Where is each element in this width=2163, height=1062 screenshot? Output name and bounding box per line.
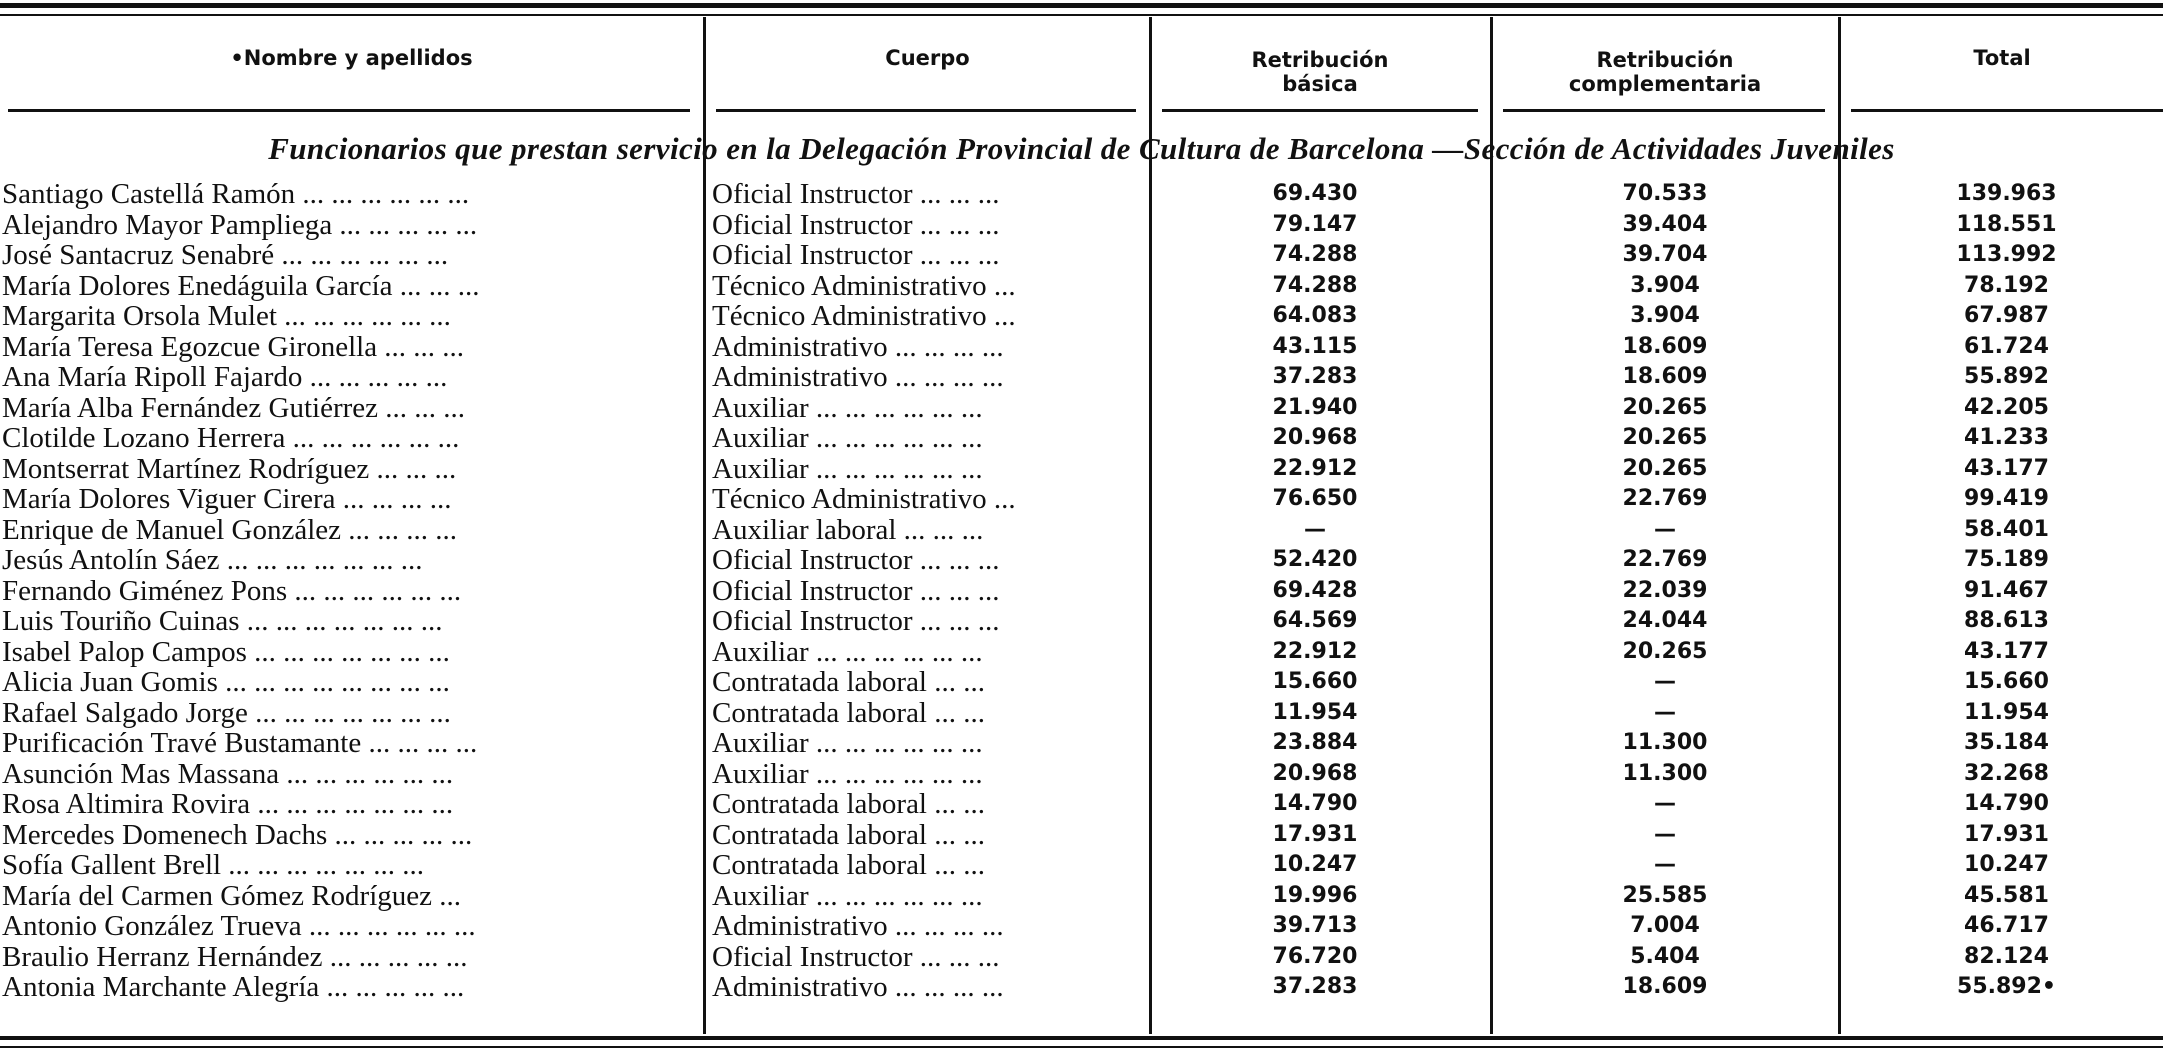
- cell-basic: 14.790: [1272, 791, 1358, 816]
- cell-name: Jesús Antolín Sáez ... ... ... ... ... ... ...: [2, 545, 423, 575]
- cell-basic: 76.650: [1272, 486, 1358, 511]
- table-row: [0, 301, 2163, 332]
- cell-basic: 37.283: [1272, 974, 1358, 999]
- top-rule-thin: [0, 14, 2163, 16]
- cell-comp: 22.769: [1622, 486, 1708, 511]
- cell-comp: 24.044: [1622, 608, 1708, 633]
- header-underline-comp: [1503, 109, 1825, 112]
- cell-comp: 39.404: [1622, 211, 1708, 237]
- table-row: [0, 911, 2163, 942]
- cell-total: 139.963: [1956, 181, 2057, 206]
- header-underline-body: [716, 109, 1136, 112]
- cell-name: Alicia Juan Gomis ... ... ... ... ... ... ... ...: [2, 667, 450, 697]
- cell-body: Oficial Instructor ... ... ...: [712, 575, 1000, 606]
- cell-comp: 11.300: [1622, 760, 1708, 786]
- table-row: [0, 759, 2163, 790]
- cell-name: Ana María Ripoll Fajardo ... ... ... ... ...: [2, 362, 448, 392]
- table-row: [0, 271, 2163, 302]
- cell-basic: 20.968: [1272, 425, 1358, 450]
- cell-body: Auxiliar laboral ... ... ...: [712, 514, 984, 545]
- cell-total: 14.790: [1964, 791, 2049, 816]
- cell-body: Contratada laboral ... ...: [712, 850, 985, 880]
- cell-total: 42.205: [1964, 394, 2049, 420]
- cell-body: Contratada laboral ... ...: [712, 819, 985, 850]
- cell-comp: —: [1654, 669, 1676, 694]
- cell-total: 88.613: [1964, 608, 2049, 633]
- cell-comp: 39.704: [1622, 242, 1708, 267]
- cell-name: María Alba Fernández Gutiérrez ... ... ...: [2, 392, 466, 423]
- cell-name: María del Carmen Gómez Rodríguez ...: [2, 880, 462, 911]
- table-row: [0, 789, 2163, 820]
- cell-body: Auxiliar ... ... ... ... ... ...: [712, 636, 983, 667]
- cell-name: Fernando Giménez Pons ... ... ... ... ... ...: [2, 575, 462, 606]
- table-row: [0, 881, 2163, 912]
- cell-name: Isabel Palop Campos ... ... ... ... ... ... ...: [2, 636, 450, 667]
- cell-basic: 79.147: [1272, 211, 1358, 237]
- cell-comp: 5.404: [1630, 943, 1700, 969]
- cell-body: Contratada laboral ... ...: [712, 789, 985, 819]
- cell-total: 113.992: [1956, 242, 2057, 267]
- cell-total: 58.401: [1964, 516, 2049, 542]
- cell-basic: 39.713: [1272, 913, 1358, 938]
- header-total: Total: [1973, 46, 2031, 70]
- cell-basic: 17.931: [1272, 821, 1358, 847]
- table-row: [0, 362, 2163, 393]
- cell-comp: 20.265: [1622, 455, 1708, 481]
- cell-comp: 11.300: [1622, 730, 1708, 755]
- cell-basic: 74.288: [1272, 242, 1358, 267]
- cell-name: Santiago Castellá Ramón ... ... ... ... ... ...: [2, 179, 470, 209]
- cell-total: 67.987: [1964, 303, 2049, 328]
- cell-name: Rafael Salgado Jorge ... ... ... ... ... ... ...: [2, 697, 451, 728]
- cell-basic: 23.884: [1272, 730, 1358, 755]
- cell-basic: 74.288: [1272, 272, 1358, 298]
- cell-name: María Dolores Viguer Cirera ... ... ... ...: [2, 484, 452, 514]
- header-comp: Retribución complementaria: [1568, 48, 1762, 96]
- cell-basic: 37.283: [1272, 364, 1358, 389]
- cell-comp: 3.904: [1630, 272, 1700, 298]
- cell-comp: 18.609: [1622, 333, 1708, 359]
- cell-comp: 7.004: [1630, 913, 1700, 938]
- cell-total: 78.192: [1964, 272, 2049, 298]
- header-underline-name: [8, 109, 690, 112]
- cell-comp: 3.904: [1630, 303, 1700, 328]
- table-row: [0, 545, 2163, 576]
- cell-total: 15.660: [1964, 669, 2049, 694]
- table-row: [0, 179, 2163, 210]
- cell-basic: 69.430: [1272, 181, 1358, 206]
- cell-total: 99.419: [1964, 486, 2049, 511]
- table-row: [0, 393, 2163, 424]
- cell-basic: 64.569: [1272, 608, 1358, 633]
- table-row: [0, 850, 2163, 881]
- cell-name: Clotilde Lozano Herrera ... ... ... ... ... ...: [2, 423, 460, 453]
- cell-basic: 69.428: [1272, 577, 1358, 603]
- cell-name: Rosa Altimira Rovira ... ... ... ... ... ... ...: [2, 789, 454, 819]
- cell-comp: —: [1654, 852, 1676, 877]
- cell-name: María Teresa Egozcue Gironella ... ... ...: [2, 331, 465, 362]
- cell-comp: 22.039: [1622, 577, 1708, 603]
- cell-basic: 22.912: [1272, 638, 1358, 664]
- cell-name: Sofía Gallent Brell ... ... ... ... ... ... ...: [2, 850, 425, 880]
- cell-total: 43.177: [1964, 455, 2049, 481]
- cell-total: 10.247: [1964, 852, 2049, 877]
- cell-comp: 70.533: [1622, 181, 1708, 206]
- table-row: [0, 606, 2163, 637]
- table-row: [0, 637, 2163, 668]
- cell-total: 55.892•: [1957, 974, 2056, 999]
- table-row: [0, 820, 2163, 851]
- cell-total: 61.724: [1964, 333, 2049, 359]
- cell-total: 46.717: [1964, 913, 2049, 938]
- top-rule-thick: [0, 3, 2163, 8]
- cell-total: 75.189: [1964, 547, 2049, 572]
- cell-name: Mercedes Domenech Dachs ... ... ... ... ...: [2, 819, 473, 850]
- cell-basic: 52.420: [1272, 547, 1358, 572]
- cell-comp: 20.265: [1622, 394, 1708, 420]
- cell-body: Auxiliar ... ... ... ... ... ...: [712, 392, 983, 423]
- cell-name: Asunción Mas Massana ... ... ... ... ... ...: [2, 758, 454, 789]
- cell-comp: —: [1654, 516, 1676, 542]
- header-body: Cuerpo: [885, 46, 970, 70]
- table-row: [0, 454, 2163, 485]
- cell-comp: —: [1654, 821, 1676, 847]
- cell-name: Luis Touriño Cuinas ... ... ... ... ... ... ...: [2, 606, 443, 636]
- cell-basic: 76.720: [1272, 943, 1358, 969]
- cell-body: Administrativo ... ... ... ...: [712, 331, 1004, 362]
- cell-total: 118.551: [1956, 211, 2057, 237]
- cell-body: Oficial Instructor ... ... ...: [712, 240, 1000, 270]
- table-row: [0, 210, 2163, 241]
- header-underline-total: [1851, 109, 2163, 112]
- cell-basic: 43.115: [1272, 333, 1358, 359]
- bottom-rule-thick: [0, 1036, 2163, 1040]
- header-basic: Retribución básica: [1251, 48, 1389, 96]
- header-underline-basic: [1162, 109, 1478, 112]
- cell-body: Administrativo ... ... ... ...: [712, 911, 1004, 941]
- table-row: [0, 332, 2163, 363]
- cell-basic: 10.247: [1272, 852, 1358, 877]
- cell-basic: 64.083: [1272, 303, 1358, 328]
- cell-name: Montserrat Martínez Rodríguez ... ... ...: [2, 453, 457, 484]
- table-row: [0, 576, 2163, 607]
- cell-total: 35.184: [1964, 730, 2049, 755]
- table-row: [0, 698, 2163, 729]
- table-row: [0, 667, 2163, 698]
- table-row: [0, 240, 2163, 271]
- cell-total: 82.124: [1964, 943, 2049, 969]
- cell-comp: —: [1654, 791, 1676, 816]
- cell-name: Antonio González Trueva ... ... ... ... ... ...: [2, 911, 476, 941]
- cell-body: Administrativo ... ... ... ...: [712, 362, 1004, 392]
- cell-basic: 19.996: [1272, 882, 1358, 908]
- cell-total: 41.233: [1964, 425, 2049, 450]
- cell-comp: 22.769: [1622, 547, 1708, 572]
- cell-total: 43.177: [1964, 638, 2049, 664]
- cell-comp: 20.265: [1622, 638, 1708, 664]
- cell-name: Enrique de Manuel González ... ... ... ...: [2, 514, 457, 545]
- cell-basic: 15.660: [1272, 669, 1358, 694]
- cell-total: 32.268: [1964, 760, 2049, 786]
- cell-body: Auxiliar ... ... ... ... ... ...: [712, 453, 983, 484]
- cell-body: Auxiliar ... ... ... ... ... ...: [712, 728, 983, 758]
- cell-comp: 18.609: [1622, 364, 1708, 389]
- cell-body: Administrativo ... ... ... ...: [712, 972, 1004, 1002]
- cell-body: Técnico Administrativo ...: [712, 301, 1016, 331]
- cell-total: 45.581: [1964, 882, 2049, 908]
- table-row: [0, 728, 2163, 759]
- cell-total: 91.467: [1964, 577, 2049, 603]
- cell-total: 55.892: [1964, 364, 2049, 389]
- cell-name: Antonia Marchante Alegría ... ... ... ... ...: [2, 972, 465, 1002]
- cell-body: Oficial Instructor ... ... ...: [712, 941, 1000, 972]
- cell-comp: —: [1654, 699, 1676, 725]
- cell-body: Técnico Administrativo ...: [712, 270, 1016, 301]
- cell-total: 11.954: [1964, 699, 2049, 725]
- header-name: •Nombre y apellidos: [230, 46, 473, 70]
- cell-body: Oficial Instructor ... ... ...: [712, 606, 1000, 636]
- cell-basic: 20.968: [1272, 760, 1358, 786]
- cell-basic: 22.912: [1272, 455, 1358, 481]
- cell-body: Oficial Instructor ... ... ...: [712, 545, 1000, 575]
- cell-comp: 25.585: [1622, 882, 1708, 908]
- cell-name: José Santacruz Senabré ... ... ... ... ... ...: [2, 240, 449, 270]
- cell-comp: 18.609: [1622, 974, 1708, 999]
- cell-name: Purificación Travé Bustamante ... ... ... ...: [2, 728, 478, 758]
- cell-basic: —: [1304, 516, 1326, 542]
- table-body: [0, 179, 2163, 1003]
- cell-basic: 21.940: [1272, 394, 1358, 420]
- cell-body: Oficial Instructor ... ... ...: [712, 179, 1000, 209]
- table-row: [0, 942, 2163, 973]
- table-row: [0, 423, 2163, 454]
- cell-total: 17.931: [1964, 821, 2049, 847]
- cell-body: Contratada laboral ... ...: [712, 697, 985, 728]
- cell-name: Margarita Orsola Mulet ... ... ... ... ... ...: [2, 301, 451, 331]
- table-row: [0, 515, 2163, 546]
- cell-name: Alejandro Mayor Pampliega ... ... ... ... ...: [2, 209, 478, 240]
- cell-body: Auxiliar ... ... ... ... ... ...: [712, 758, 983, 789]
- bottom-rule-thin: [0, 1046, 2163, 1048]
- cell-body: Auxiliar ... ... ... ... ... ...: [712, 423, 983, 453]
- cell-body: Auxiliar ... ... ... ... ... ...: [712, 880, 983, 911]
- section-title: Funcionarios que prestan servicio en la Delegación Provincial de Cultura de Barcelona —Sección de Actividades Juveniles: [268, 131, 1895, 166]
- cell-name: María Dolores Enedáguila García ... ... ...: [2, 270, 480, 301]
- cell-comp: 20.265: [1622, 425, 1708, 450]
- cell-body: Técnico Administrativo ...: [712, 484, 1016, 514]
- cell-body: Oficial Instructor ... ... ...: [712, 209, 1000, 240]
- cell-basic: 11.954: [1272, 699, 1358, 725]
- table-row: [0, 484, 2163, 515]
- cell-name: Braulio Herranz Hernández ... ... ... ... ...: [2, 941, 468, 972]
- cell-body: Contratada laboral ... ...: [712, 667, 985, 697]
- table-row: [0, 972, 2163, 1003]
